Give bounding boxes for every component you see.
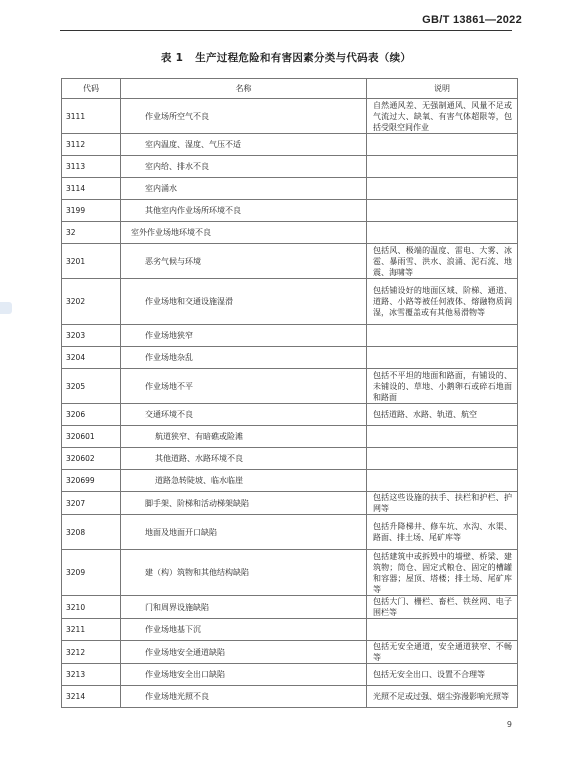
description-cell xyxy=(367,325,518,347)
code-cell: 320602 xyxy=(62,448,121,470)
table-row xyxy=(62,178,518,200)
table-row xyxy=(62,99,518,134)
table-row xyxy=(62,686,518,708)
code-cell: 3206 xyxy=(62,404,121,426)
table-row xyxy=(62,369,518,404)
description-cell xyxy=(367,619,518,641)
name-cell: 作业场所空气不良 xyxy=(121,99,367,134)
table-row xyxy=(62,515,518,550)
code-cell: 3114 xyxy=(62,178,121,200)
description-cell: 包括升降梯井、修车坑、水沟、水渠、路面、排土场、尾矿库等 xyxy=(367,515,518,550)
table-row xyxy=(62,156,518,178)
name-cell: 作业场地基下沉 xyxy=(121,619,367,641)
hazard-code-table xyxy=(61,78,518,708)
side-tab-marker xyxy=(0,302,12,314)
table-row xyxy=(62,134,518,156)
table-row xyxy=(62,347,518,369)
name-cell: 航道狭窄、有暗礁或险滩 xyxy=(121,426,367,448)
description-cell: 自然通风差、无强制通风、风量不足或气流过大、缺氧、有害气体超限等，包括受限空间作业 xyxy=(367,99,518,134)
table-row xyxy=(62,279,518,325)
table-row xyxy=(62,222,518,244)
description-cell xyxy=(367,134,518,156)
name-cell: 门和周界设施缺陷 xyxy=(121,596,367,619)
description-cell xyxy=(367,470,518,492)
description-cell xyxy=(367,347,518,369)
description-cell: 包括无安全通道，安全通道狭窄、不畅等 xyxy=(367,641,518,664)
name-cell: 其他室内作业场所环境不良 xyxy=(121,200,367,222)
description-cell xyxy=(367,178,518,200)
header-description: 说明 xyxy=(367,79,518,99)
code-cell: 3208 xyxy=(62,515,121,550)
description-cell xyxy=(367,156,518,178)
table-row xyxy=(62,550,518,596)
name-cell: 恶劣气候与环境 xyxy=(121,244,367,279)
name-cell: 交通环境不良 xyxy=(121,404,367,426)
table-row xyxy=(62,404,518,426)
table-row xyxy=(62,448,518,470)
name-cell: 作业场地不平 xyxy=(121,369,367,404)
name-cell: 室内给、排水不良 xyxy=(121,156,367,178)
table-header-row xyxy=(62,79,518,99)
code-cell: 320699 xyxy=(62,470,121,492)
code-cell: 3203 xyxy=(62,325,121,347)
description-cell xyxy=(367,222,518,244)
code-cell: 3209 xyxy=(62,550,121,596)
code-cell: 3204 xyxy=(62,347,121,369)
code-cell: 3211 xyxy=(62,619,121,641)
table-row xyxy=(62,200,518,222)
table-caption-label: 表 1 xyxy=(160,52,184,64)
description-cell: 包括风、极端的温度、雷电、大雾、冰雹、暴雨雪、洪水、浪涌、泥石流、地震、海啸等 xyxy=(367,244,518,279)
name-cell: 道路急转陡坡、临水临崖 xyxy=(121,470,367,492)
description-cell xyxy=(367,426,518,448)
code-cell: 3213 xyxy=(62,664,121,686)
description-cell: 光照不足或过强、烟尘弥漫影响光照等 xyxy=(367,686,518,708)
name-cell: 建（构）筑物和其他结构缺陷 xyxy=(121,550,367,596)
header-code: 代码 xyxy=(62,79,121,99)
code-cell: 3210 xyxy=(62,596,121,619)
description-cell: 包括这些设施的扶手、扶栏和护栏、护网等 xyxy=(367,492,518,515)
table-caption xyxy=(0,50,572,65)
table-row xyxy=(62,244,518,279)
code-cell: 32 xyxy=(62,222,121,244)
table-row xyxy=(62,325,518,347)
name-cell: 作业场地安全出口缺陷 xyxy=(121,664,367,686)
code-cell: 3112 xyxy=(62,134,121,156)
description-cell: 包括大门、栅栏、畜栏、铁丝网、电子围栏等 xyxy=(367,596,518,619)
description-cell: 包括不平坦的地面和路面，有铺设的、未铺设的、草地、小鹅卵石或碎石地面和路面 xyxy=(367,369,518,404)
page-number: 9 xyxy=(506,720,512,729)
name-cell: 作业场地安全通道缺陷 xyxy=(121,641,367,664)
name-cell: 脚手架、阶梯和活动梯架缺陷 xyxy=(121,492,367,515)
name-cell: 室内温度、湿度、气压不适 xyxy=(121,134,367,156)
table-row xyxy=(62,492,518,515)
code-cell: 3205 xyxy=(62,369,121,404)
name-cell: 作业场地狭窄 xyxy=(121,325,367,347)
header-name: 名称 xyxy=(121,79,367,99)
description-cell xyxy=(367,200,518,222)
description-cell: 包括建筑中或拆毁中的墙壁、桥梁、建筑物；筒仓、固定式粮仓、固定的槽罐和容器；屋顶、塔楼；排土场、尾矿库等 xyxy=(367,550,518,596)
code-cell: 3214 xyxy=(62,686,121,708)
name-cell: 作业场地和交通设施湿滑 xyxy=(121,279,367,325)
description-cell: 包括铺设好的地面区域、阶梯、通道、道路、小路等被任何液体、熔融物质润湿，冰雪覆盖或有其他易滑物等 xyxy=(367,279,518,325)
table-row xyxy=(62,664,518,686)
code-cell: 3199 xyxy=(62,200,121,222)
table-row xyxy=(62,426,518,448)
code-cell: 3207 xyxy=(62,492,121,515)
name-cell: 室内涌水 xyxy=(121,178,367,200)
table-row xyxy=(62,596,518,619)
code-cell: 3212 xyxy=(62,641,121,664)
table-row xyxy=(62,641,518,664)
description-cell: 包括无安全出口、设置不合理等 xyxy=(367,664,518,686)
name-cell: 室外作业场地环境不良 xyxy=(121,222,367,244)
table-row xyxy=(62,470,518,492)
table-row xyxy=(62,619,518,641)
name-cell: 作业场地光照不良 xyxy=(121,686,367,708)
description-cell: 包括道路、水路、轨道、航空 xyxy=(367,404,518,426)
code-cell: 320601 xyxy=(62,426,121,448)
code-cell: 3202 xyxy=(62,279,121,325)
code-cell: 3111 xyxy=(62,99,121,134)
table-caption-title: 生产过程危险和有害因素分类与代码表（续） xyxy=(195,52,412,64)
name-cell: 其他道路、水路环境不良 xyxy=(121,448,367,470)
name-cell: 地面及地面开口缺陷 xyxy=(121,515,367,550)
header-rule xyxy=(60,30,512,31)
standard-number: GB/T 13861—2022 xyxy=(422,14,522,26)
code-cell: 3113 xyxy=(62,156,121,178)
name-cell: 作业场地杂乱 xyxy=(121,347,367,369)
description-cell xyxy=(367,448,518,470)
code-cell: 3201 xyxy=(62,244,121,279)
